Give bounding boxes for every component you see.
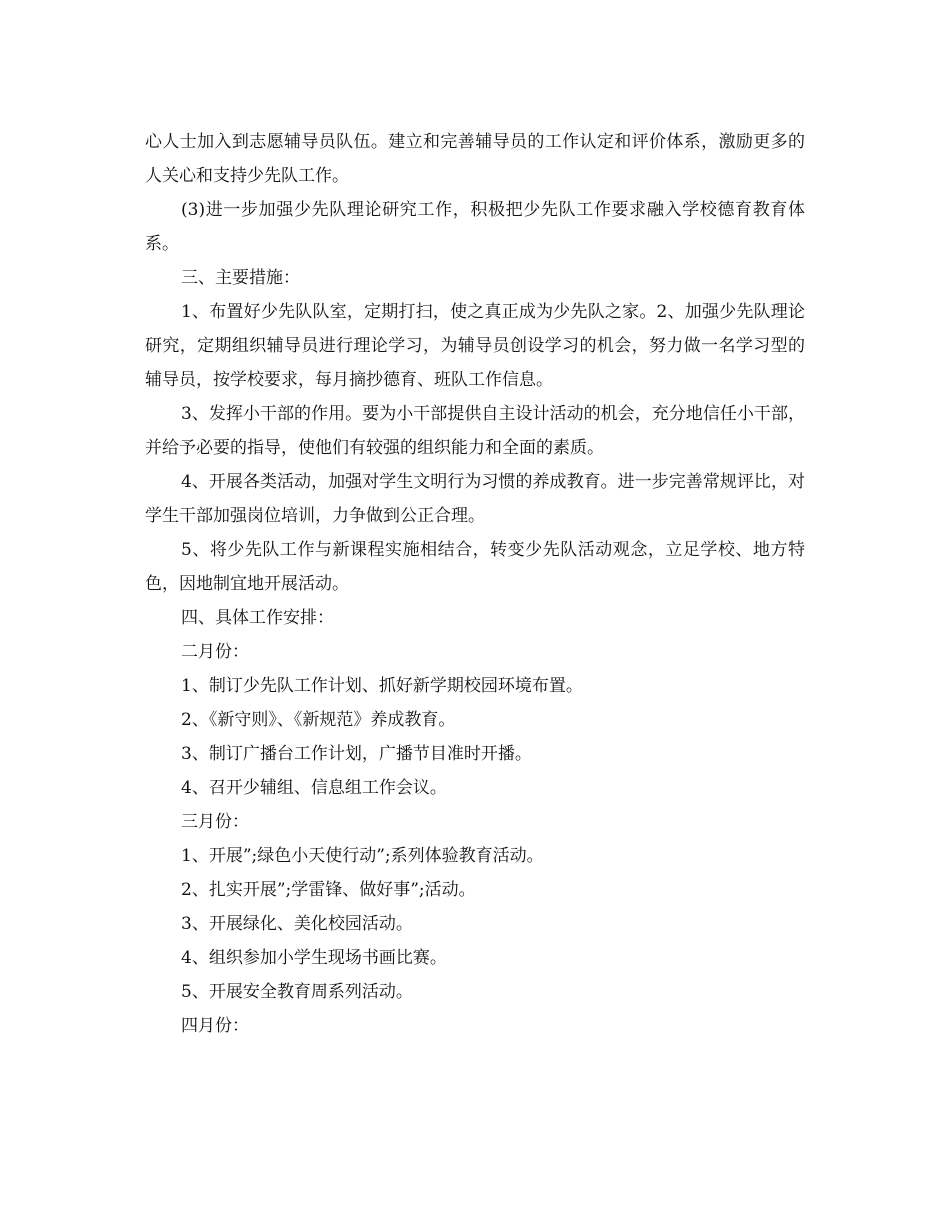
paragraph: 二月份： (181, 642, 249, 662)
paragraph: 四月份： (181, 1016, 249, 1036)
paragraph: 3、开展绿化、美化校园活动。 (181, 914, 413, 934)
paragraph: 5、开展安全教育周系列活动。 (181, 982, 413, 1002)
paragraph: 3、制订广播台工作计划，广播节目准时开播。 (181, 744, 532, 764)
paragraph: 1、布置好少先队队室，定期打扫，使之真正成为少先队之家。2、加强少先队理论研究，定期组织辅导员进行理论学习，为辅导员创设学习的机会，努力做一名学习型的辅导员，按学校要求，每月摘抄德育、班队工作信息。 (145, 302, 805, 390)
paragraph: 1、开展”;绿色小天使行动”;系列体验教育活动。 (181, 846, 544, 866)
paragraph: 4、开展各类活动，加强对学生文明行为习惯的养成教育。进一步完善常规评比，对学生干部加强岗位培训，力争做到公正合理。 (145, 472, 805, 526)
paragraph: 四、具体工作安排： (181, 608, 334, 628)
paragraph: 5、将少先队工作与新课程实施相结合，转变少先队活动观念，立足学校、地方特色，因地制宜地开展活动。 (145, 540, 805, 594)
paragraph: 4、召开少辅组、信息组工作会议。 (181, 778, 447, 798)
paragraph: 心人士加入到志愿辅导员队伍。建立和完善辅导员的工作认定和评价体系，激励更多的人关心和支持少先队工作。 (145, 132, 805, 186)
paragraph: 2、扎实开展”;学雷锋、做好事”;活动。 (181, 880, 476, 900)
paragraph: 2、《新守则》、《新规范》养成教育。 (181, 710, 456, 730)
paragraph: 1、制订少先队工作计划、抓好新学期校园环境布置。 (181, 676, 583, 696)
document-body (145, 125, 805, 1043)
paragraph: 三、主要措施： (181, 268, 300, 288)
paragraph: 4、组织参加小学生现场书画比赛。 (181, 948, 447, 968)
paragraph: 三月份： (181, 812, 249, 832)
paragraph: 3、发挥小干部的作用。要为小干部提供自主设计活动的机会，充分地信任小干部，并给予必要的指导，使他们有较强的组织能力和全面的素质。 (145, 404, 805, 458)
paragraph: (3)进一步加强少先队理论研究工作，积极把少先队工作要求融入学校德育教育体系。 (145, 200, 805, 254)
